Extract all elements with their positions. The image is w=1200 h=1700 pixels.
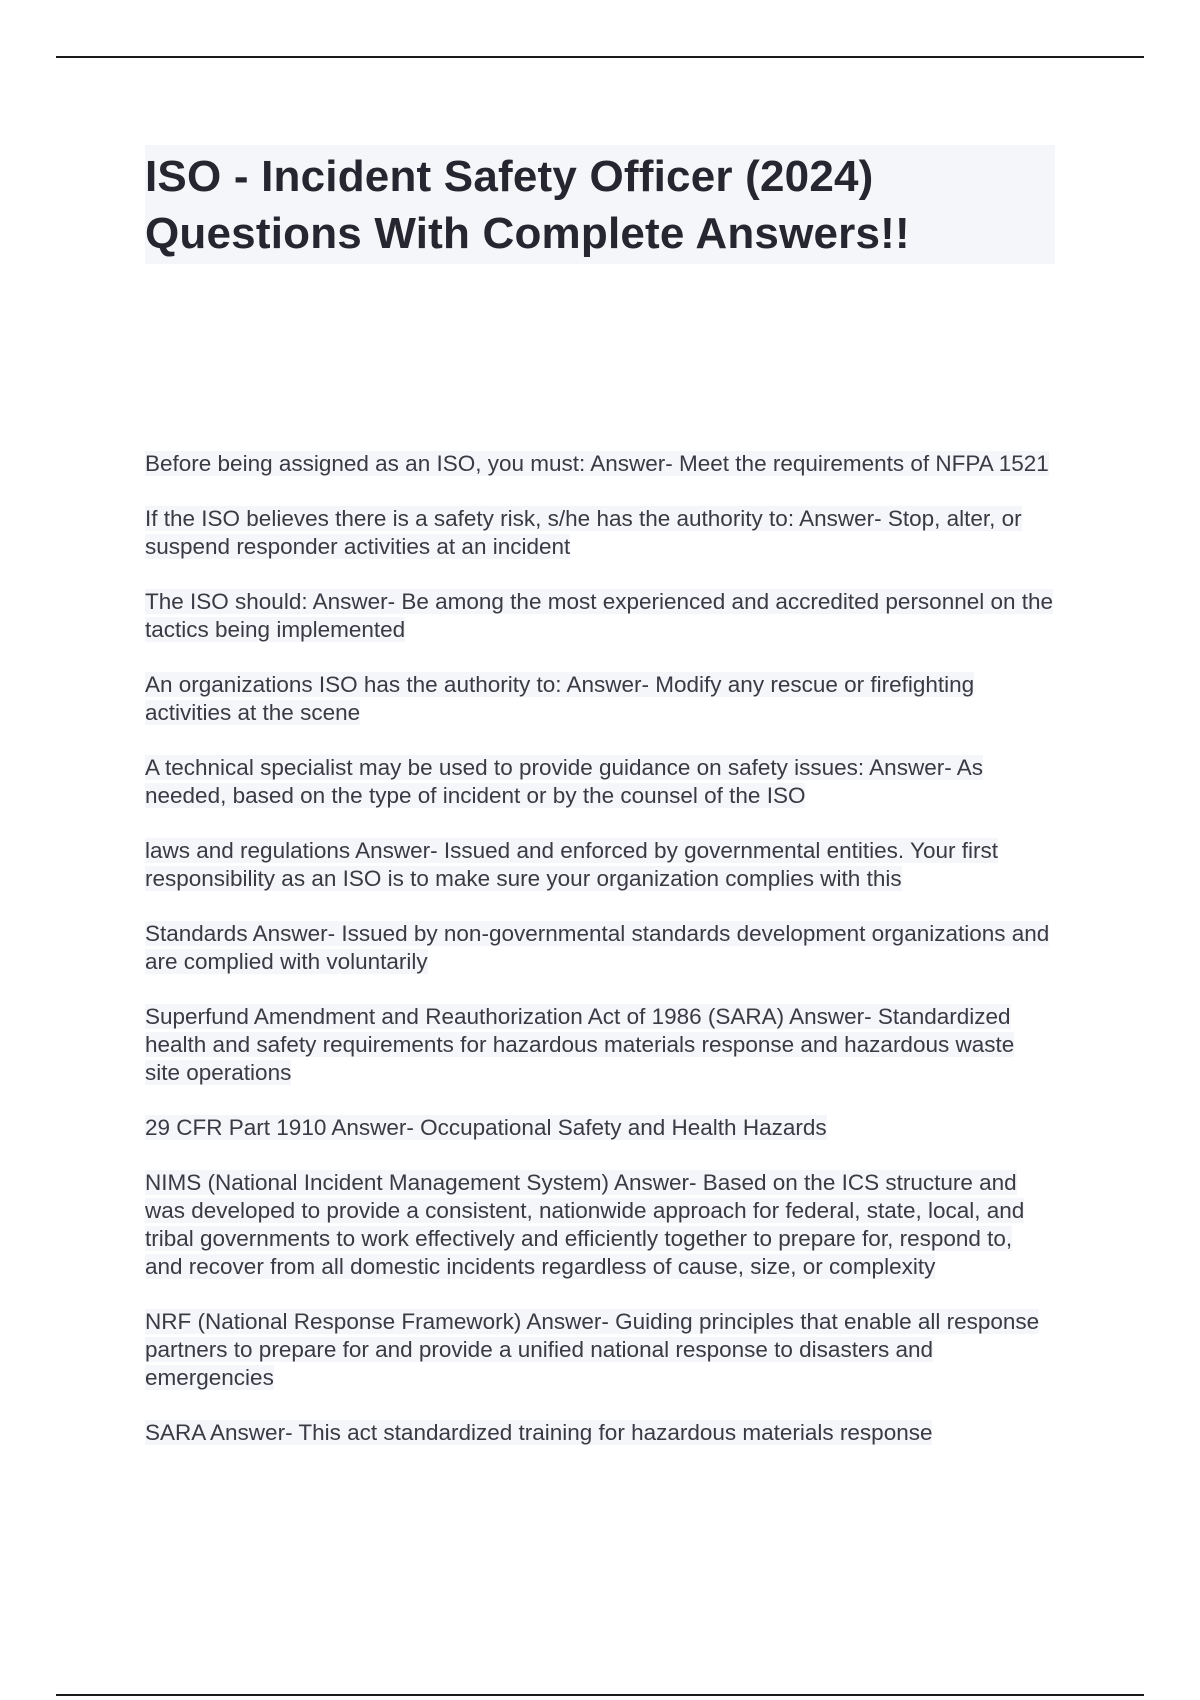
- title-block: [145, 145, 1055, 264]
- qa-item: [145, 505, 1055, 561]
- qa-text: An organizations ISO has the authority to: Answer- Modify any rescue or firefighting activities at the scene: [145, 672, 975, 725]
- qa-text: A technical specialist may be used to provide guidance on safety issues: Answer- As needed, based on the type of incident or by the counsel of the ISO: [145, 755, 983, 808]
- qa-text: Standards Answer- Issued by non-governmental standards development organizations and are complied with voluntarily: [145, 921, 1050, 974]
- qa-item: [145, 450, 1055, 478]
- qa-item: [145, 1419, 1055, 1447]
- qa-list: [145, 450, 1055, 1474]
- qa-item: [145, 1003, 1055, 1087]
- document-title: ISO - Incident Safety Officer (2024) Questions With Complete Answers!!: [145, 152, 910, 258]
- qa-text: Before being assigned as an ISO, you must: Answer- Meet the requirements of NFPA 1521: [145, 451, 1049, 476]
- qa-text: If the ISO believes there is a safety risk, s/he has the authority to: Answer- Stop, alter, or suspend responder activities at an incident: [145, 506, 1022, 559]
- qa-text: The ISO should: Answer- Be among the most experienced and accredited personnel on the tactics being implemented: [145, 589, 1054, 642]
- qa-item: [145, 754, 1055, 810]
- qa-item: [145, 920, 1055, 976]
- qa-text: NIMS (National Incident Management System) Answer- Based on the ICS structure and was developed to provide a consistent, nationwide approach for federal, state, local, and tribal governments to work effectively and efficiently together to prepare for, respond to, and recover from all domestic incidents regardless of cause, size, or complexity: [145, 1170, 1025, 1279]
- qa-item: [145, 588, 1055, 644]
- qa-text: Superfund Amendment and Reauthorization Act of 1986 (SARA) Answer- Standardized health and safety requirements for hazardous materials response and hazardous waste site operations: [145, 1004, 1015, 1085]
- qa-text: laws and regulations Answer- Issued and enforced by governmental entities. Your first responsibility as an ISO is to make sure your organization complies with this: [145, 838, 998, 891]
- bottom-rule: [56, 1694, 1144, 1696]
- qa-item: [145, 837, 1055, 893]
- qa-item: [145, 1114, 1055, 1142]
- qa-text: 29 CFR Part 1910 Answer- Occupational Safety and Health Hazards: [145, 1115, 827, 1140]
- qa-item: [145, 671, 1055, 727]
- qa-text: SARA Answer- This act standardized training for hazardous materials response: [145, 1420, 933, 1445]
- qa-text: NRF (National Response Framework) Answer- Guiding principles that enable all response partners to prepare for and provide a unified national response to disasters and emergencies: [145, 1309, 1040, 1390]
- qa-item: [145, 1169, 1055, 1281]
- top-rule: [56, 56, 1144, 58]
- qa-item: [145, 1308, 1055, 1392]
